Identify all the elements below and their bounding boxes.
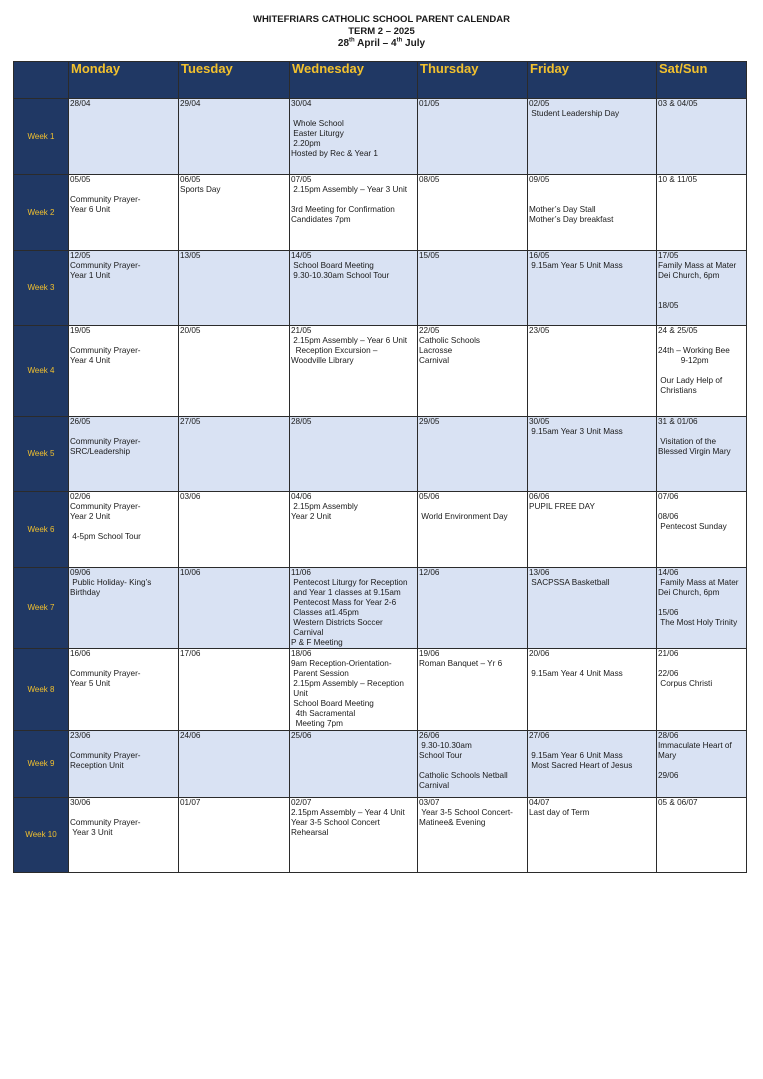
cell-date: 26/06 (419, 731, 440, 740)
cell-event-line: and Year 1 classes at 9.15am (291, 588, 401, 597)
cell-date: 15/05 (419, 251, 440, 260)
day-cell-monday (69, 251, 179, 326)
cell-event-line: Our Lady Help of (658, 376, 723, 385)
cell-event-line: Community Prayer- (70, 437, 141, 446)
week-label: Week 4 (14, 326, 69, 417)
cell-date: 01/05 (419, 99, 440, 108)
cell-date: 17/06 (180, 649, 201, 658)
cell-event-line: 08/06 (658, 512, 679, 521)
day-cell-sat-sun (657, 798, 747, 873)
day-cell-tuesday (179, 251, 290, 326)
cell-event-line: Mother’s Day Stall (529, 205, 596, 214)
day-cell-wednesday (290, 175, 418, 251)
day-cell-friday (528, 326, 657, 417)
cell-event-line: Western Districts Soccer (291, 618, 383, 627)
cell-event-line: Mother’s Day breakfast (529, 215, 614, 224)
day-cell-wednesday (290, 492, 418, 568)
cell-date: 04/07 (529, 798, 550, 807)
cell-date: 23/06 (70, 731, 91, 740)
header-tuesday: Tuesday (179, 62, 290, 99)
term-label: TERM 2 – 2025 (348, 26, 415, 37)
cell-date: 03 & 04/05 (658, 99, 698, 108)
cell-event-line: Public Holiday- King’s (70, 578, 152, 587)
cell-event-line: Year 2 Unit (70, 512, 111, 521)
day-cell-thursday (418, 251, 528, 326)
cell-event-line: 22/06 (658, 669, 679, 678)
cell-date: 21/05 (291, 326, 312, 335)
date-range: 28th April – 4th July (337, 37, 426, 49)
day-cell-friday (528, 99, 657, 175)
cell-date: 01/07 (180, 798, 201, 807)
cell-date: 28/06 (658, 731, 679, 740)
day-cell-wednesday (290, 649, 418, 731)
day-cell-monday (69, 731, 179, 798)
cell-date: 27/06 (529, 731, 550, 740)
week-row (14, 649, 747, 731)
cell-event-line (291, 109, 416, 119)
header-row (14, 62, 747, 99)
cell-event-line (529, 185, 655, 195)
day-cell-tuesday (179, 175, 290, 251)
cell-date: 30/04 (291, 99, 312, 108)
header-sat-sun: Sat/Sun (657, 62, 747, 99)
cell-event-line (70, 522, 177, 532)
cell-date: 04/06 (291, 492, 312, 501)
cell-date: 03/07 (419, 798, 440, 807)
cell-date: 18/06 (291, 649, 312, 658)
cell-event-line: Last day of Term (529, 808, 590, 817)
cell-event-line (529, 195, 655, 205)
cell-event-line: P & F Meeting (291, 638, 343, 647)
cell-event-line: Community Prayer- (70, 261, 141, 270)
cell-event-line: Visitation of the (658, 437, 717, 446)
cell-event-line: Sports Day (180, 185, 221, 194)
cell-event-line: Community Prayer- (70, 502, 141, 511)
day-cell-monday (69, 798, 179, 873)
cell-event-line: Roman Banquet – Yr 6 (419, 659, 503, 668)
cell-event-line: Dei Church, 6pm (658, 271, 720, 280)
day-cell-friday (528, 731, 657, 798)
cell-event-line: Parent Session (291, 669, 349, 678)
day-cell-monday (69, 326, 179, 417)
cell-event-line (70, 336, 177, 346)
day-cell-wednesday (290, 326, 418, 417)
header-wednesday: Wednesday (290, 62, 418, 99)
week-row (14, 798, 747, 873)
cell-event-line: Pentecost Liturgy for Reception (291, 578, 408, 587)
cell-event-line: 9am Reception-Orientation- (291, 659, 392, 668)
week-label: Week 6 (14, 492, 69, 568)
cell-date: 27/05 (180, 417, 201, 426)
day-cell-friday (528, 798, 657, 873)
cell-event-line: Community Prayer- (70, 818, 141, 827)
day-cell-friday (528, 568, 657, 649)
week-label: Week 1 (14, 99, 69, 175)
cell-event-line (658, 761, 745, 771)
cell-event-line: Most Sacred Heart of Jesus (529, 761, 633, 770)
cell-event-line (529, 659, 655, 669)
cell-event-line: Blessed Virgin Mary (658, 447, 731, 456)
day-cell-thursday (418, 99, 528, 175)
day-cell-thursday (418, 731, 528, 798)
week-row (14, 731, 747, 798)
cell-event-line: 2.20pm (291, 139, 321, 148)
calendar-title: WHITEFRIARS CATHOLIC SCHOOL PARENT CALENDAR (252, 14, 511, 25)
cell-date: 30/05 (529, 417, 550, 426)
day-cell-wednesday (290, 568, 418, 649)
cell-event-line: 9.30-10.30am (419, 741, 472, 750)
cell-date: 07/05 (291, 175, 312, 184)
cell-date: 26/05 (70, 417, 91, 426)
day-cell-thursday (418, 649, 528, 731)
cell-date: 13/06 (529, 568, 550, 577)
week-label: Week 3 (14, 251, 69, 326)
week-label: Week 8 (14, 649, 69, 731)
cell-event-line: Rehearsal (291, 828, 329, 837)
cell-event-line: 18/05 (658, 301, 679, 310)
day-cell-friday (528, 417, 657, 492)
cell-event-line (658, 659, 745, 669)
calendar-table (13, 61, 747, 873)
cell-event-line: Pentecost Sunday (658, 522, 727, 531)
header-week (14, 62, 69, 99)
cell-event-line: Year 4 Unit (70, 356, 111, 365)
cell-date: 09/06 (70, 568, 91, 577)
cell-event-line (529, 741, 655, 751)
cell-event-line (419, 502, 526, 512)
week-label: Week 5 (14, 417, 69, 492)
day-cell-wednesday (290, 798, 418, 873)
cell-event-line: 29/06 (658, 771, 679, 780)
day-cell-sat-sun (657, 175, 747, 251)
cell-event-line (658, 502, 745, 512)
week-row (14, 326, 747, 417)
day-cell-tuesday (179, 492, 290, 568)
day-cell-monday (69, 175, 179, 251)
cell-date: 13/05 (180, 251, 201, 260)
cell-event-line: Reception Excursion – (291, 346, 378, 355)
cell-event-line (291, 195, 416, 205)
day-cell-sat-sun (657, 99, 747, 175)
cell-event-line: 9.15am Year 3 Unit Mass (529, 427, 623, 436)
day-cell-sat-sun (657, 417, 747, 492)
cell-date: 12/05 (70, 251, 91, 260)
day-cell-monday (69, 99, 179, 175)
cell-event-line: 24th – Working Bee (658, 346, 730, 355)
cell-event-line (70, 741, 177, 751)
cell-event-line: 9.15am Year 4 Unit Mass (529, 669, 623, 678)
day-cell-thursday (418, 798, 528, 873)
cell-event-line: Year 2 Unit (291, 512, 332, 521)
week-row (14, 175, 747, 251)
cell-event-line: Easter Liturgy (291, 129, 344, 138)
day-cell-sat-sun (657, 731, 747, 798)
cell-date: 28/05 (291, 417, 312, 426)
cell-event-line (658, 366, 745, 376)
cell-event-line: 3rd Meeting for Confirmation (291, 205, 395, 214)
cell-event-line (70, 427, 177, 437)
cell-event-line: World Environment Day (419, 512, 508, 521)
week-label: Week 7 (14, 568, 69, 649)
cell-date: 23/05 (529, 326, 550, 335)
header-friday: Friday (528, 62, 657, 99)
day-cell-friday (528, 492, 657, 568)
cell-event-line: SACPSSA Basketball (529, 578, 610, 587)
week-label: Week 10 (14, 798, 69, 873)
cell-date: 05/06 (419, 492, 440, 501)
cell-event-line: Catholic Schools Netball (419, 771, 508, 780)
cell-date: 11/06 (291, 568, 311, 577)
cell-event-line (658, 598, 745, 608)
cell-date: 19/06 (419, 649, 440, 658)
cell-event-line: Year 5 Unit (70, 679, 111, 688)
day-cell-thursday (418, 492, 528, 568)
cell-event-line: 2.15pm Assembly – Reception (291, 679, 404, 688)
day-cell-wednesday (290, 251, 418, 326)
cell-event-line (70, 659, 177, 669)
cell-date: 16/06 (70, 649, 91, 658)
day-cell-tuesday (179, 649, 290, 731)
cell-event-line: The Most Holy Trinity (658, 618, 738, 627)
cell-date: 05/05 (70, 175, 91, 184)
cell-date: 06/06 (529, 492, 550, 501)
cell-date: 02/06 (70, 492, 91, 501)
day-cell-friday (528, 649, 657, 731)
day-cell-sat-sun (657, 649, 747, 731)
cell-date: 21/06 (658, 649, 679, 658)
cell-event-line: Year 6 Unit (70, 205, 111, 214)
day-cell-monday (69, 568, 179, 649)
cell-date: 05 & 06/07 (658, 798, 698, 807)
cell-date: 14/06 (658, 568, 679, 577)
cell-event-line: Year 1 Unit (70, 271, 111, 280)
cell-event-line: Year 3-5 School Concert- (419, 808, 513, 817)
cell-date: 29/04 (180, 99, 201, 108)
week-row (14, 99, 747, 175)
cell-event-line: Candidates 7pm (291, 215, 351, 224)
day-cell-wednesday (290, 731, 418, 798)
cell-event-line: Student Leadership Day (529, 109, 620, 118)
week-row (14, 568, 747, 649)
cell-event-line: 2.15pm Assembly – Year 4 Unit (291, 808, 405, 817)
cell-date: 10 & 11/05 (658, 175, 697, 184)
cell-date: 29/05 (419, 417, 440, 426)
day-cell-friday (528, 175, 657, 251)
cell-event-line: School Board Meeting (291, 699, 374, 708)
cell-event-line (70, 185, 177, 195)
cell-event-line: SRC/Leadership (70, 447, 131, 456)
cell-date: 09/05 (529, 175, 550, 184)
cell-event-line: Family Mass at Mater (658, 578, 739, 587)
cell-event-line: Lacrosse (419, 346, 453, 355)
cell-event-line (658, 291, 745, 301)
cell-date: 10/06 (180, 568, 201, 577)
cell-event-line: PUPIL FREE DAY (529, 502, 595, 511)
cell-event-line: Reception Unit (70, 761, 124, 770)
day-cell-tuesday (179, 568, 290, 649)
cell-event-line: Corpus Christi (658, 679, 713, 688)
cell-date: 02/05 (529, 99, 550, 108)
cell-date: 24 & 25/05 (658, 326, 698, 335)
cell-date: 28/04 (70, 99, 91, 108)
cell-date: 16/05 (529, 251, 550, 260)
cell-event-line: 9.15am Year 5 Unit Mass (529, 261, 623, 270)
cell-event-line: 15/06 (658, 608, 679, 617)
cell-event-line: Mary (658, 751, 677, 760)
day-cell-thursday (418, 326, 528, 417)
cell-event-line: Matinee& Evening (419, 818, 486, 827)
cell-event-line (70, 808, 177, 818)
cell-event-line (658, 427, 745, 437)
week-label: Week 9 (14, 731, 69, 798)
cell-event-line (658, 281, 745, 291)
day-cell-friday (528, 251, 657, 326)
week-label: Week 2 (14, 175, 69, 251)
cell-event-line: Meeting 7pm (291, 719, 343, 728)
week-row (14, 251, 747, 326)
cell-event-line: School Tour (419, 751, 463, 760)
day-cell-monday (69, 649, 179, 731)
cell-event-line: Christians (658, 386, 697, 395)
cell-event-line: Family Mass at Mater (658, 261, 737, 270)
day-cell-wednesday (290, 417, 418, 492)
cell-event-line: Dei Church, 6pm (658, 588, 720, 597)
cell-event-line: Carnival (419, 781, 450, 790)
cell-date: 20/05 (180, 326, 201, 335)
cell-date: 14/05 (291, 251, 312, 260)
cell-event-line: Community Prayer- (70, 669, 141, 678)
cell-date: 19/05 (70, 326, 91, 335)
cell-event-line: Catholic Schools (419, 336, 480, 345)
cell-date: 25/06 (291, 731, 312, 740)
day-cell-thursday (418, 175, 528, 251)
cell-event-line: Immaculate Heart of (658, 741, 732, 750)
day-cell-sat-sun (657, 326, 747, 417)
week-row (14, 492, 747, 568)
cell-date: 12/06 (419, 568, 440, 577)
cell-event-line: 4-5pm School Tour (70, 532, 141, 541)
day-cell-tuesday (179, 417, 290, 492)
cell-event-line: 2.15pm Assembly – Year 6 Unit (291, 336, 408, 345)
cell-event-line: Classes at1.45pm (291, 608, 359, 617)
cell-event-line: Hosted by Rec & Year 1 (291, 149, 378, 158)
cell-event-line: Carnival (291, 628, 324, 637)
cell-date: 02/07 (291, 798, 312, 807)
cell-date: 31 & 01/06 (658, 417, 698, 426)
cell-event-line: 2.15pm Assembly – Year 3 Unit (291, 185, 408, 194)
cell-event-line: Community Prayer- (70, 195, 141, 204)
cell-event-line: 9-12pm (658, 356, 709, 365)
cell-event-line: 9.15am Year 6 Unit Mass (529, 751, 623, 760)
day-cell-sat-sun (657, 492, 747, 568)
cell-event-line: 9.30-10.30am School Tour (291, 271, 390, 280)
cell-event-line: Year 3 Unit (70, 828, 113, 837)
cell-event-line: School Board Meeting (291, 261, 374, 270)
day-cell-thursday (418, 417, 528, 492)
cell-date: 17/05 (658, 251, 679, 260)
day-cell-thursday (418, 568, 528, 649)
cell-event-line: Unit (291, 689, 308, 698)
cell-event-line: Carnival (419, 356, 450, 365)
cell-event-line: Whole School (291, 119, 344, 128)
header-thursday: Thursday (418, 62, 528, 99)
cell-event-line (419, 761, 526, 771)
cell-event-line: Year 3-5 School Concert (291, 818, 380, 827)
day-cell-monday (69, 417, 179, 492)
cell-event-line: Woodville Library (291, 356, 354, 365)
cell-event-line: Birthday (70, 588, 101, 597)
cell-event-line: Pentecost Mass for Year 2-6 (291, 598, 397, 607)
cell-event-line: Community Prayer- (70, 346, 141, 355)
cell-date: 07/06 (658, 492, 679, 501)
cell-event-line: Community Prayer- (70, 751, 141, 760)
cell-date: 03/06 (180, 492, 201, 501)
cell-date: 22/05 (419, 326, 440, 335)
day-cell-wednesday (290, 99, 418, 175)
day-cell-tuesday (179, 326, 290, 417)
day-cell-tuesday (179, 99, 290, 175)
day-cell-monday (69, 492, 179, 568)
day-cell-tuesday (179, 798, 290, 873)
cell-date: 06/05 (180, 175, 201, 184)
cell-date: 08/05 (419, 175, 440, 184)
day-cell-sat-sun (657, 568, 747, 649)
cell-date: 20/06 (529, 649, 550, 658)
cell-date: 24/06 (180, 731, 201, 740)
day-cell-sat-sun (657, 251, 747, 326)
header-monday: Monday (69, 62, 179, 99)
cell-event-line: 2.15pm Assembly (291, 502, 358, 511)
cell-date: 30/06 (70, 798, 91, 807)
cell-event-line (658, 336, 745, 346)
week-row (14, 417, 747, 492)
cell-event-line: 4th Sacramental (291, 709, 356, 718)
day-cell-tuesday (179, 731, 290, 798)
